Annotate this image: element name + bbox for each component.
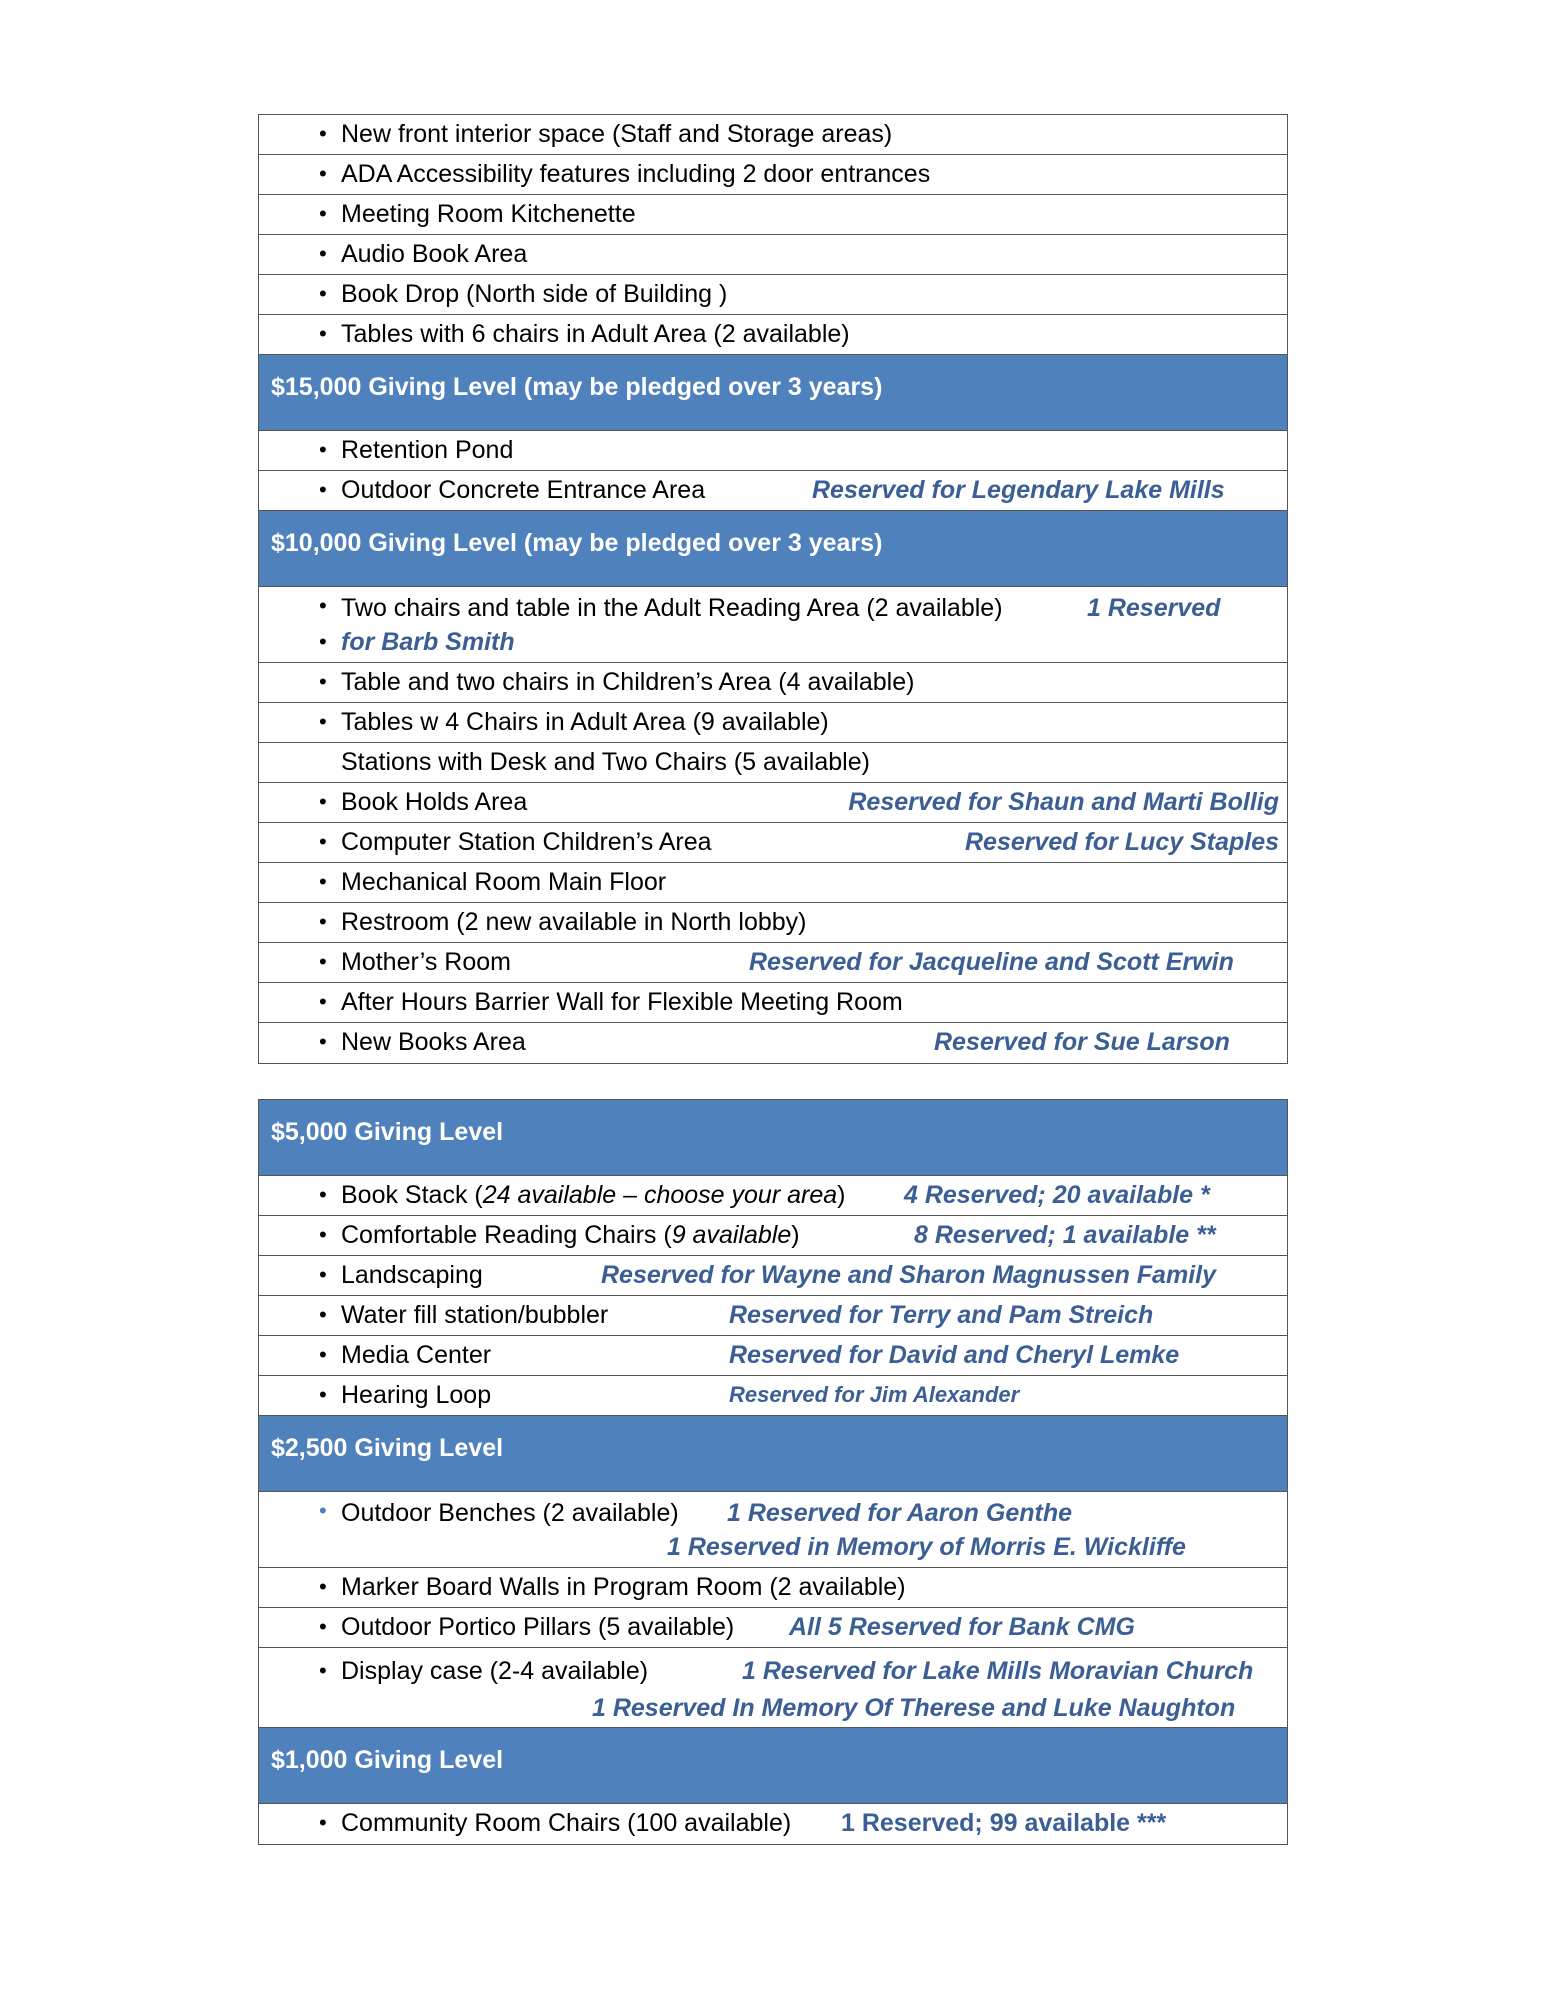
list-item bbox=[259, 587, 1287, 663]
item-label-prefix: Book Stack ( bbox=[341, 1181, 483, 1209]
giving-table-lower bbox=[258, 1099, 1288, 1845]
level-header-text: $15,000 Giving Level (may be pledged over 3 years) bbox=[271, 373, 883, 401]
bullet-icon: • bbox=[319, 869, 327, 894]
bullet-icon: • bbox=[319, 1574, 327, 1599]
item-label-suffix: ) bbox=[791, 1221, 800, 1249]
item-label: Media Center bbox=[341, 1341, 492, 1369]
reserved-note: Reserved for Shaun and Marti Bollig bbox=[848, 788, 1279, 816]
level-header-15000 bbox=[259, 355, 1287, 431]
level-header-1000 bbox=[259, 1728, 1287, 1804]
item-label: Retention Pond bbox=[341, 436, 514, 464]
bullet-icon: • bbox=[319, 593, 327, 618]
item-label: New front interior space (Staff and Storage areas) bbox=[341, 120, 893, 148]
item-label: Two chairs and table in the Adult Reading Area (2 available) bbox=[341, 594, 1003, 622]
list-item bbox=[259, 663, 1287, 703]
bullet-icon: • bbox=[319, 669, 327, 694]
reserved-note: Reserved for Sue Larson bbox=[934, 1028, 1230, 1056]
item-label: Stations with Desk and Two Chairs (5 available) bbox=[341, 748, 870, 776]
item-label: Table and two chairs in Children’s Area (4 available) bbox=[341, 668, 915, 696]
list-item bbox=[259, 1648, 1287, 1728]
bullet-icon: • bbox=[319, 477, 327, 502]
level-header-text: $10,000 Giving Level (may be pledged over 3 years) bbox=[271, 529, 883, 557]
level-header-text: $2,500 Giving Level bbox=[271, 1434, 504, 1462]
list-item bbox=[259, 703, 1287, 743]
list-item bbox=[259, 1804, 1287, 1844]
list-item bbox=[259, 783, 1287, 823]
reserved-note: Reserved for Legendary Lake Mills bbox=[812, 476, 1225, 504]
reserved-note: 1 Reserved bbox=[1087, 594, 1221, 622]
item-label: Outdoor Benches (2 available) bbox=[341, 1499, 679, 1527]
item-label: Hearing Loop bbox=[341, 1381, 492, 1409]
reserved-note: 1 Reserved; 99 available *** bbox=[841, 1809, 1167, 1837]
bullet-icon: • bbox=[319, 629, 327, 654]
reserved-note: 1 Reserved for Lake Mills Moravian Church bbox=[742, 1657, 1254, 1685]
item-label: Book Drop (North side of Building ) bbox=[341, 280, 728, 308]
item-label: New Books Area bbox=[341, 1028, 526, 1056]
item-label-prefix: Comfortable Reading Chairs ( bbox=[341, 1221, 672, 1249]
item-label: After Hours Barrier Wall for Flexible Meeting Room bbox=[341, 988, 903, 1016]
list-item bbox=[259, 1568, 1287, 1608]
level-header-10000 bbox=[259, 511, 1287, 587]
item-label-italic: 24 available – choose your area bbox=[482, 1181, 838, 1209]
list-item bbox=[259, 1023, 1287, 1063]
level-header-5000 bbox=[259, 1100, 1287, 1176]
item-label: Tables with 6 chairs in Adult Area (2 available) bbox=[341, 320, 850, 348]
bullet-icon: • bbox=[319, 1614, 327, 1639]
item-label: Mother’s Room bbox=[341, 948, 511, 976]
reserved-note: Reserved for Jim Alexander bbox=[729, 1382, 1020, 1407]
reserved-note: Reserved for David and Cheryl Lemke bbox=[729, 1341, 1180, 1369]
reserved-note: All 5 Reserved for Bank CMG bbox=[789, 1613, 1135, 1641]
item-label: Outdoor Concrete Entrance Area bbox=[341, 476, 706, 504]
reserved-note: Reserved for Lucy Staples bbox=[964, 828, 1279, 856]
list-item bbox=[259, 943, 1287, 983]
level-header-text: $1,000 Giving Level bbox=[271, 1746, 504, 1774]
item-label-italic: 9 available bbox=[671, 1221, 792, 1249]
list-item bbox=[259, 115, 1287, 155]
list-item bbox=[259, 1492, 1287, 1568]
item-label: Landscaping bbox=[341, 1261, 483, 1289]
bullet-icon: • bbox=[319, 1658, 327, 1683]
reserved-note: 1 Reserved in Memory of Morris E. Wickliffe bbox=[667, 1533, 1186, 1561]
reserved-note: Reserved for Wayne and Sharon Magnussen Family bbox=[601, 1261, 1216, 1289]
reserved-note: 1 Reserved In Memory Of Therese and Luke Naughton bbox=[592, 1694, 1236, 1722]
item-label: Computer Station Children’s Area bbox=[341, 828, 712, 856]
list-item bbox=[259, 155, 1287, 195]
giving-table-upper bbox=[258, 114, 1288, 1064]
bullet-icon: • bbox=[319, 709, 327, 734]
item-label bbox=[341, 1216, 800, 1254]
reserved-note: Reserved for Jacqueline and Scott Erwin bbox=[749, 948, 1234, 976]
bullet-icon: • bbox=[319, 1382, 327, 1407]
bullet-icon: • bbox=[319, 201, 327, 226]
bullet-icon: • bbox=[319, 1810, 327, 1835]
bullet-icon: • bbox=[319, 1029, 327, 1054]
reserved-note: Reserved for Terry and Pam Streich bbox=[729, 1301, 1154, 1329]
reserved-note: for Barb Smith bbox=[341, 628, 515, 656]
list-item bbox=[259, 743, 1287, 783]
list-item bbox=[259, 235, 1287, 275]
item-label: ADA Accessibility features including 2 door entrances bbox=[341, 160, 931, 188]
list-item bbox=[259, 315, 1287, 355]
item-label: Community Room Chairs (100 available) bbox=[341, 1809, 792, 1837]
bullet-icon: • bbox=[319, 1262, 327, 1287]
item-label: Marker Board Walls in Program Room (2 available) bbox=[341, 1573, 906, 1601]
bullet-icon: • bbox=[319, 949, 327, 974]
list-item bbox=[259, 431, 1287, 471]
bullet-icon: • bbox=[319, 121, 327, 146]
item-label bbox=[341, 1176, 845, 1214]
item-label: Book Holds Area bbox=[341, 788, 528, 816]
item-label: Display case (2-4 available) bbox=[341, 1657, 649, 1685]
item-label-suffix: ) bbox=[837, 1181, 846, 1209]
bullet-icon: • bbox=[319, 1302, 327, 1327]
bullet-icon: • bbox=[319, 241, 327, 266]
bullet-icon: • bbox=[319, 1222, 327, 1247]
bullet-icon: • bbox=[319, 909, 327, 934]
bullet-icon: • bbox=[319, 1498, 327, 1523]
item-label: Outdoor Portico Pillars (5 available) bbox=[341, 1613, 735, 1641]
bullet-icon: • bbox=[319, 1182, 327, 1207]
reserved-note: 8 Reserved; 1 available ** bbox=[914, 1221, 1216, 1249]
bullet-icon: • bbox=[319, 321, 327, 346]
bullet-icon: • bbox=[319, 789, 327, 814]
bullet-icon: • bbox=[319, 161, 327, 186]
level-header-text: $5,000 Giving Level bbox=[271, 1118, 504, 1146]
list-item bbox=[259, 823, 1287, 863]
list-item bbox=[259, 863, 1287, 903]
list-item bbox=[259, 1256, 1287, 1296]
level-header-2500 bbox=[259, 1416, 1287, 1492]
list-item bbox=[259, 1336, 1287, 1376]
item-label: Meeting Room Kitchenette bbox=[341, 200, 636, 228]
item-label: Restroom (2 new available in North lobby) bbox=[341, 908, 807, 936]
reserved-note: 1 Reserved for Aaron Genthe bbox=[727, 1499, 1073, 1527]
list-item bbox=[259, 1176, 1287, 1216]
item-label: Water fill station/bubbler bbox=[341, 1301, 609, 1329]
list-item bbox=[259, 1216, 1287, 1256]
list-item bbox=[259, 983, 1287, 1023]
item-label: Tables w 4 Chairs in Adult Area (9 available) bbox=[341, 708, 829, 736]
bullet-icon: • bbox=[319, 989, 327, 1014]
list-item bbox=[259, 195, 1287, 235]
bullet-icon: • bbox=[319, 437, 327, 462]
list-item bbox=[259, 1608, 1287, 1648]
bullet-icon: • bbox=[319, 281, 327, 306]
list-item bbox=[259, 1296, 1287, 1336]
item-label: Mechanical Room Main Floor bbox=[341, 868, 667, 896]
bullet-icon: • bbox=[319, 829, 327, 854]
reserved-note: 4 Reserved; 20 available * bbox=[904, 1181, 1210, 1209]
list-item bbox=[259, 1376, 1287, 1416]
list-item bbox=[259, 471, 1287, 511]
bullet-icon: • bbox=[319, 1342, 327, 1367]
item-label: Audio Book Area bbox=[341, 240, 528, 268]
list-item bbox=[259, 903, 1287, 943]
list-item bbox=[259, 275, 1287, 315]
